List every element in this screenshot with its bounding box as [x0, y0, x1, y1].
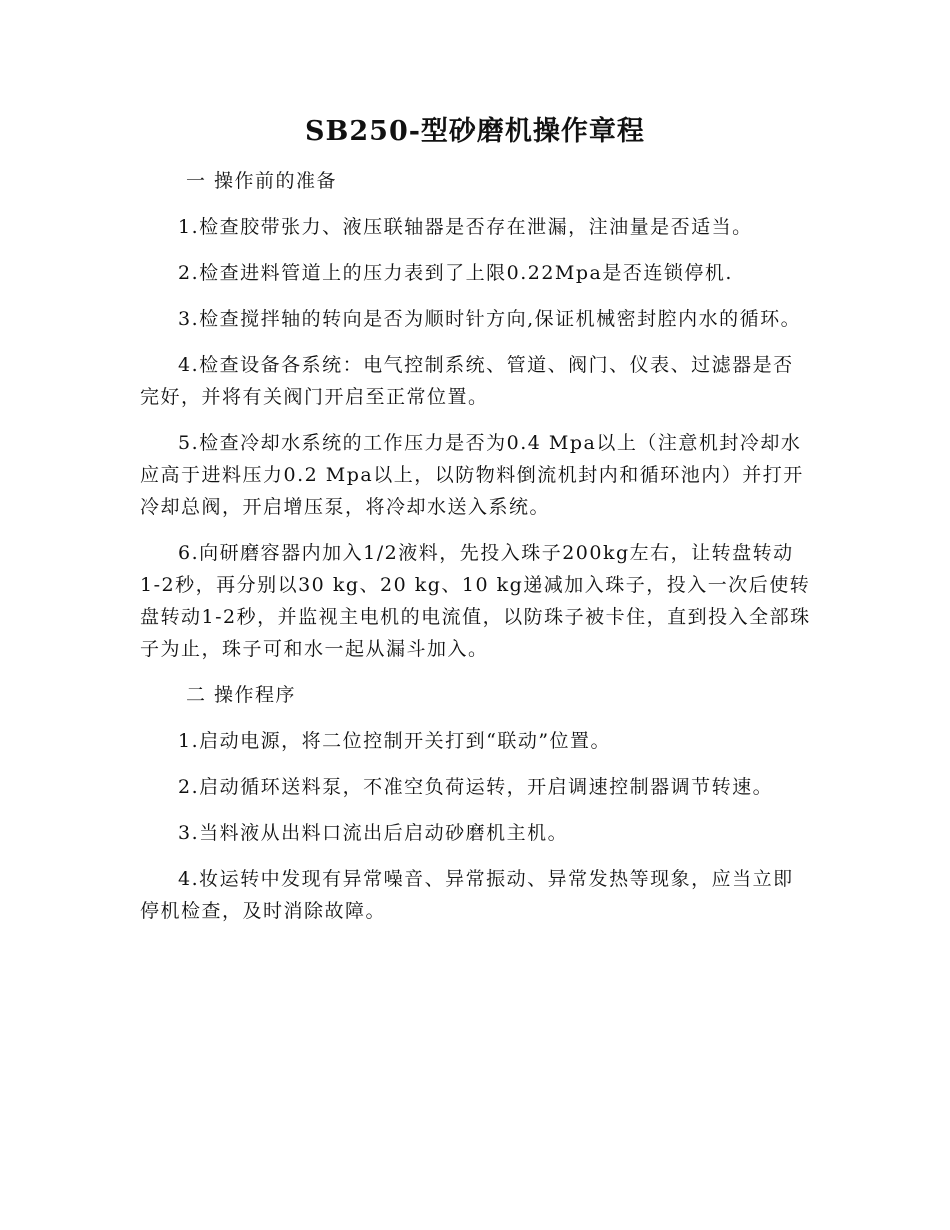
section-heading: 二 操作程序	[186, 684, 297, 706]
paragraph: 1.启动电源，将二位控制开关打到“联动”位置。	[178, 730, 612, 752]
paragraph: 4.检查设备各系统：电气控制系统、管道、阀门、仪表、过滤器是否完好，并将有关阀门开启至正常位置。	[140, 354, 794, 408]
paragraph: 6.向研磨容器内加入1/2液料，先投入珠子200kg左右，让转盘转动1-2秒，再分别以30 kg、20 kg、10 kg递减加入珠子，投入一次后使转盘转动1-2秒，并监视主电机的电流值，以防珠子被卡住，直到投入全部珠子为止，珠子可和水一起从漏斗加入。	[140, 542, 811, 660]
paragraph: 3.当料液从出料口流出后启动砂磨机主机。	[178, 822, 569, 844]
paragraph: 3.检查搅拌轴的转向是否为顺时针方向,保证机械密封腔内水的循环。	[178, 308, 802, 330]
section-heading: 一 操作前的准备	[186, 170, 338, 192]
paragraph: 4.妆运转中发现有异常噪音、异常振动、异常发热等现象，应当立即停机检查，及时消除故障。	[140, 868, 794, 922]
paragraph: 2.检查进料管道上的压力表到了上限0.22Mpa是否连锁停机.	[178, 262, 733, 284]
document-title: SB250-型砂磨机操作章程	[305, 116, 645, 147]
paragraph: 1.检查胶带张力、液压联轴器是否存在泄漏，注油量是否适当。	[178, 216, 753, 238]
document-body	[140, 165, 812, 941]
paragraph: 2.启动循环送料泵，不准空负荷运转，开启调速控制器调节转速。	[178, 776, 774, 798]
paragraph: 5.检查冷却水系统的工作压力是否为0.4 Mpa以上（注意机封冷却水应高于进料压力0.2 Mpa以上，以防物料倒流机封内和循环池内）并打开冷却总阀，开启增压泵，将冷却水送入系统。	[140, 432, 804, 518]
